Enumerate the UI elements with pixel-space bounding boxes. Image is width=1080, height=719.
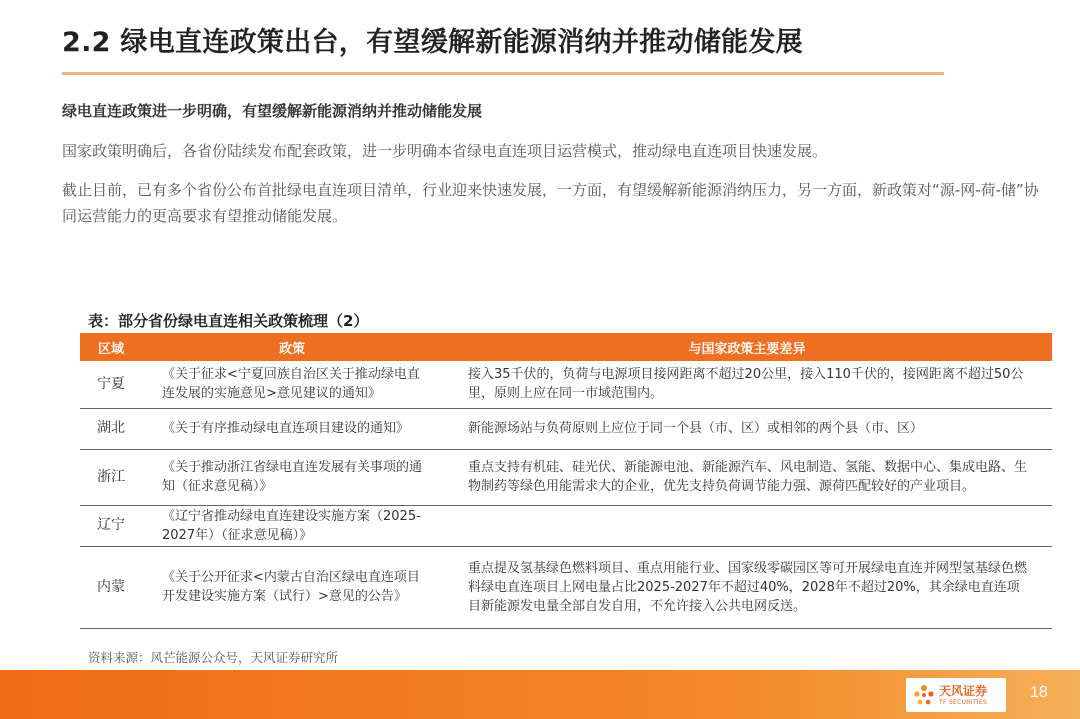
header-policy: 政策 [142,333,442,361]
source-note: 资料来源：风芒能源公众号，天风证券研究所 [88,650,339,665]
company-logo [906,678,1006,712]
policy-cell: 《辽宁省推动绿电直连建设实施方案（2025-2027年）（征求意见稿）》 [142,505,442,546]
table-row [80,408,1052,449]
page-title: 2.2 绿电直连政策出台，有望缓解新能源消纳并推动储能发展 [62,27,803,58]
policy-cell: 《关于推动浙江省绿电直连发展有关事项的通知（征求意见稿）》 [142,449,442,505]
table-header-row [80,333,1052,361]
policy-table [80,333,1052,629]
diff-cell: 重点提及氢基绿色燃料项目、重点用能行业、国家级零碳园区等可开展绿电直连并网型氢基绿色燃料绿电直连项目上网电量占比2025-2027年不超过40%，2028年不超过20%，其余绿电直连项目新能源发电量全部自发自用，不允许接入公共电网反送。 [442,546,1052,628]
policy-cell: 《关于有序推动绿电直连项目建设的通知》 [142,408,442,449]
table-row [80,505,1052,546]
region-cell: 宁夏 [80,361,142,408]
region-cell: 辽宁 [80,505,142,546]
body-paragraph-2: 截止目前，已有多个省份公布首批绿电直连项目清单，行业迎来快速发展，一方面，有望缓解新能源消纳压力，另一方面，新政策对“源-网-荷-储”协同运营能力的更高要求有望推动储能发展。 [62,181,1039,225]
region-cell: 内蒙 [80,546,142,628]
diff-cell [442,505,1052,546]
region-cell: 湖北 [80,408,142,449]
table-caption: 表：部分省份绿电直连相关政策梳理（2） [88,312,369,330]
policy-cell: 《关于公开征求<内蒙古自治区绿电直连项目开发建设实施方案（试行）>意见的公告》 [142,546,442,628]
section-subheading: 绿电直连政策进一步明确，有望缓解新能源消纳并推动储能发展 [62,102,483,120]
table-row [80,361,1052,408]
diff-cell: 重点支持有机硅、硅光伏、新能源电池、新能源汽车、风电制造、氢能、数据中心、集成电路、生物制药等绿色用能需求大的企业，优先支持负荷调节能力强、源荷匹配较好的产业项目。 [442,449,1052,505]
diff-cell: 新能源场站与负荷原则上应位于同一个县（市、区）或相邻的两个县（市、区） [442,408,1052,449]
table-row [80,449,1052,505]
logo-name-cn: 天风证券 [939,684,988,698]
region-cell: 浙江 [80,449,142,505]
header-region: 区域 [80,333,142,361]
flower-logo-icon [912,683,936,707]
policy-cell: 《关于征求<宁夏回族自治区关于推动绿电直连发展的实施意见>意见建议的通知》 [142,361,442,408]
table-row [80,546,1052,628]
logo-name-en: TF SECURITIES [939,699,988,706]
body-paragraph-1: 国家政策明确后，各省份陆续发布配套政策，进一步明确本省绿电直连项目运营模式，推动绿电直连项目快速发展。 [62,142,828,160]
header-diff: 与国家政策主要差异 [442,333,1052,361]
page-number: 18 [1030,684,1048,701]
title-divider [62,72,944,75]
diff-cell: 接入35千伏的，负荷与电源项目接网距离不超过20公里，接入110千伏的，接网距离不超过50公里，原则上应在同一市域范围内。 [442,361,1052,408]
